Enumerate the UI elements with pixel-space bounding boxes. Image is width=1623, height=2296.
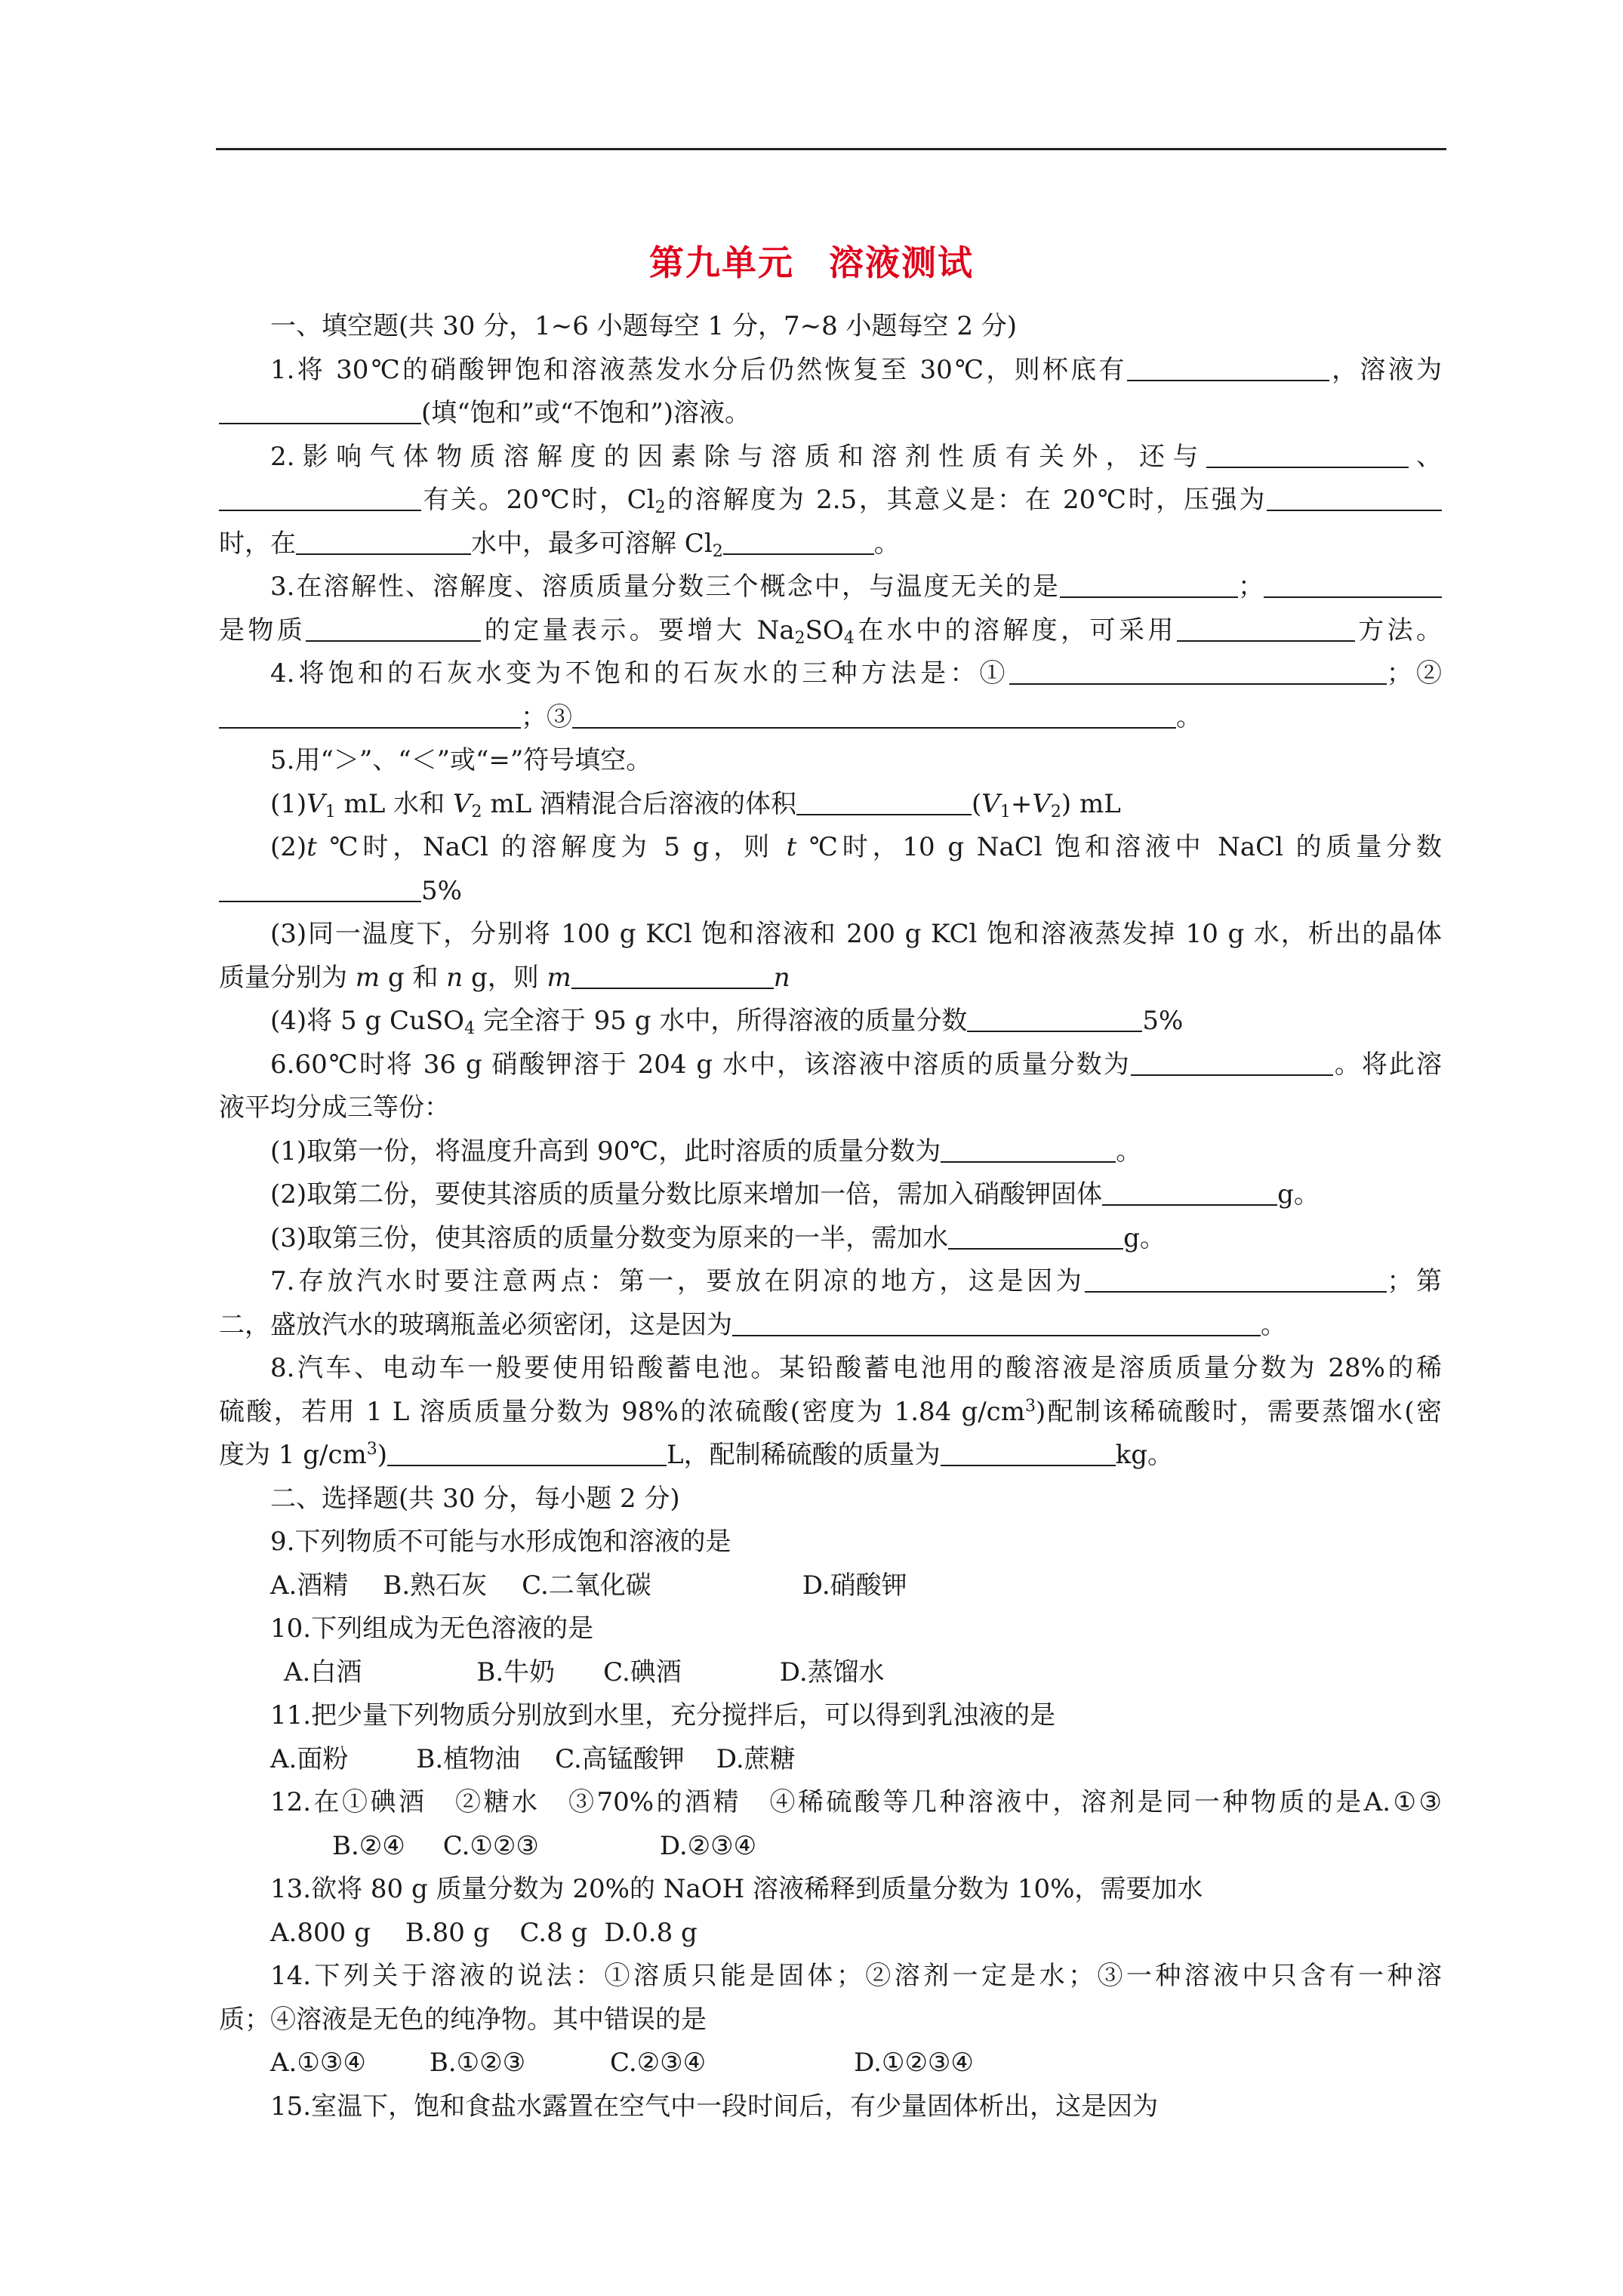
blank bbox=[571, 959, 774, 989]
question-1-line-1: 1.将 30℃的硝酸钾饱和溶液蒸发水分后仍然恢复至 30℃，则杯底有 ，溶液为 bbox=[219, 349, 1442, 393]
question-6-3: (3)取第三份，使其溶质的质量分数变为原来的一半，需加水 g。 bbox=[219, 1217, 1442, 1261]
blank bbox=[723, 525, 874, 555]
blank bbox=[1060, 568, 1238, 598]
question-5-2-line-2: 5% bbox=[219, 870, 1442, 914]
blank bbox=[1131, 1046, 1333, 1076]
question-7-line-1: 7.存放汽水时要注意两点：第一，要放在阴凉的地方，这是因为 ；第 bbox=[219, 1260, 1442, 1304]
question-7-line-2: 二，盛放汽水的玻璃瓶盖必须密闭，这是因为 。 bbox=[219, 1304, 1442, 1348]
question-6-line-1: 6.60℃时将 36 g 硝酸钾溶于 204 g 水中，该溶液中溶质的质量分数为 。将此溶 bbox=[219, 1043, 1442, 1087]
question-1-line-2: (填“饱和”或“不饱和”)溶液。 bbox=[219, 392, 1442, 436]
title-unit: 第九单元 bbox=[649, 242, 794, 283]
title-subject: 溶液测试 bbox=[829, 242, 974, 283]
question-5-1: $(1)V_1$ mL 水和 $V_2$ mL 酒精混合后溶液的体积 $(V_1+V_2)$ mL bbox=[219, 783, 1442, 827]
blank bbox=[941, 1436, 1116, 1466]
blank bbox=[1206, 438, 1409, 468]
blank bbox=[387, 1436, 667, 1466]
blank bbox=[1177, 612, 1355, 642]
blank bbox=[967, 1002, 1142, 1032]
question-5-4: (4)将 5 g CuSO$_4$ 完全溶于 95 g 水中，所得溶液的质量分数 5% bbox=[219, 1000, 1442, 1043]
question-6-2: (2)取第二份，要使其溶质的质量分数比原来增加一倍，需加入硝酸钾固体 g。 bbox=[219, 1173, 1442, 1217]
blank bbox=[1267, 481, 1442, 511]
question-6-1: (1)取第一份，将温度升高到 90℃，此时溶质的质量分数为 。 bbox=[219, 1130, 1442, 1174]
question-3-line-2: 是物质 的定量表示。要增大 $Na_2SO_4$在水中的溶解度，可采用 方法。 bbox=[219, 609, 1442, 653]
question-10-options: A.白酒 B.牛奶 C.碘酒 D.蒸馏水 bbox=[284, 1657, 885, 1687]
question-5-3-line-1: (3)同一温度下，分别将 100 g KCl 饱和溶液和 200 g KCl 饱和溶液蒸发掉 10 g 水，析出的晶体 bbox=[270, 919, 1442, 949]
blank bbox=[306, 612, 481, 642]
question-2-line-3: 时，在 水中，最多可溶解 $Cl_2$ 。 bbox=[219, 522, 1442, 566]
blank bbox=[1264, 568, 1442, 598]
question-9: 9.下列物质不可能与水形成饱和溶液的是 bbox=[270, 1527, 731, 1557]
page-title bbox=[0, 236, 1623, 285]
question-14-line-2: 质；④溶液是无色的纯净物。其中错误的是 bbox=[219, 2004, 707, 2035]
blank bbox=[948, 1219, 1123, 1250]
question-5-3-line-2: 质量分别为 m g 和 n g，则 m n bbox=[219, 957, 1442, 1000]
blank bbox=[1085, 1262, 1387, 1293]
question-13-options: A.800 g B.80 g C.8 g D.0.8 g bbox=[270, 1917, 698, 1948]
question-4-line-2: ；③ 。 bbox=[219, 696, 1442, 740]
question-2-line-1: 2.影响气体物质溶解度的因素除与溶质和溶剂性质有关外，还与 、 bbox=[219, 436, 1442, 479]
section-heading-fill: 一、填空题(共 30 分，1~6 小题每空 1 分，7~8 小题每空 2 分) bbox=[270, 311, 1018, 341]
question-12: 12.在①碘酒 ②糖水 ③70%的酒精 ④稀硫酸等几种溶液中，溶剂是同一种物质的是A.①③ bbox=[270, 1787, 1442, 1817]
blank bbox=[219, 481, 421, 511]
question-14-options: A.①③④ B.①②③ C.②③④ D.①②③④ bbox=[270, 2048, 974, 2078]
header-rule bbox=[216, 148, 1446, 150]
blank bbox=[219, 698, 521, 729]
question-14-line-1: 14.下列关于溶液的说法：①溶质只能是固体；②溶剂一定是水；③一种溶液中只含有一种溶 bbox=[270, 1961, 1442, 1991]
question-4-line-1: 4.将饱和的石灰水变为不饱和的石灰水的三种方法是：① ；② bbox=[219, 652, 1442, 696]
blank bbox=[796, 785, 972, 815]
blank bbox=[941, 1133, 1116, 1163]
question-8-line-1: 8.汽车、电动车一般要使用铅酸蓄电池。某铅酸蓄电池用的酸溶液是溶质质量分数为 28%的稀 bbox=[270, 1353, 1442, 1383]
question-3-line-1: 3.在溶解性、溶解度、溶质质量分数三个概念中，与温度无关的是 ； bbox=[219, 566, 1442, 609]
question-2-line-2: 有关。20℃时，$Cl_2$的溶解度为 2.5，其意义是：在 20℃时，压强为 bbox=[219, 479, 1442, 522]
question-15: 15.室温下，饱和食盐水露置在空气中一段时间后，有少量固体析出，这是因为 bbox=[270, 2091, 1159, 2122]
question-8-line-2: 硫酸，若用 1 L 溶质质量分数为 98%的浓硫酸(密度为 1.84 $g/cm^3$)配制该稀硫酸时，需要蒸馏水(密 bbox=[219, 1396, 1442, 1427]
blank bbox=[219, 394, 421, 424]
section-heading-choice: 二、选择题(共 30 分，每小题 2 分) bbox=[270, 1483, 680, 1514]
blank bbox=[296, 525, 471, 555]
question-9-options: A.酒精 B.熟石灰 C.二氧化碳 D.硝酸钾 bbox=[270, 1570, 907, 1601]
worksheet-body bbox=[219, 305, 1442, 2128]
question-12-options: B.②④ C.①②③ D.②③④ bbox=[332, 1830, 757, 1861]
question-8-line-3: 度为 1 $g/cm^3$) L，配制稀硫酸的质量为 kg。 bbox=[219, 1434, 1442, 1478]
question-11-options: A.面粉 B.植物油 C.高锰酸钾 D.蔗糖 bbox=[270, 1743, 796, 1774]
blank bbox=[1009, 655, 1387, 685]
question-6-line-2: 液平均分成三等份： bbox=[219, 1093, 450, 1123]
question-5-2-line-1: (2)t ℃时，NaCl 的溶解度为 5 g，则 t ℃时，10 g NaCl 饱和溶液中 NaCl 的质量分数 bbox=[270, 832, 1442, 862]
blank bbox=[1127, 351, 1329, 381]
question-10: 10.下列组成为无色溶液的是 bbox=[270, 1613, 594, 1644]
blank bbox=[572, 698, 1176, 729]
blank bbox=[732, 1306, 1261, 1336]
blank bbox=[1102, 1176, 1277, 1206]
question-13: 13.欲将 80 g 质量分数为 20%的 NaOH 溶液稀释到质量分数为 10%，需要加水 bbox=[270, 1874, 1203, 1904]
question-5: 5.用“＞”、“＜”或“=”符号填空。 bbox=[270, 745, 652, 775]
blank bbox=[219, 872, 421, 902]
question-11: 11.把少量下列物质分别放到水里，充分搅拌后，可以得到乳浊液的是 bbox=[270, 1700, 1056, 1730]
